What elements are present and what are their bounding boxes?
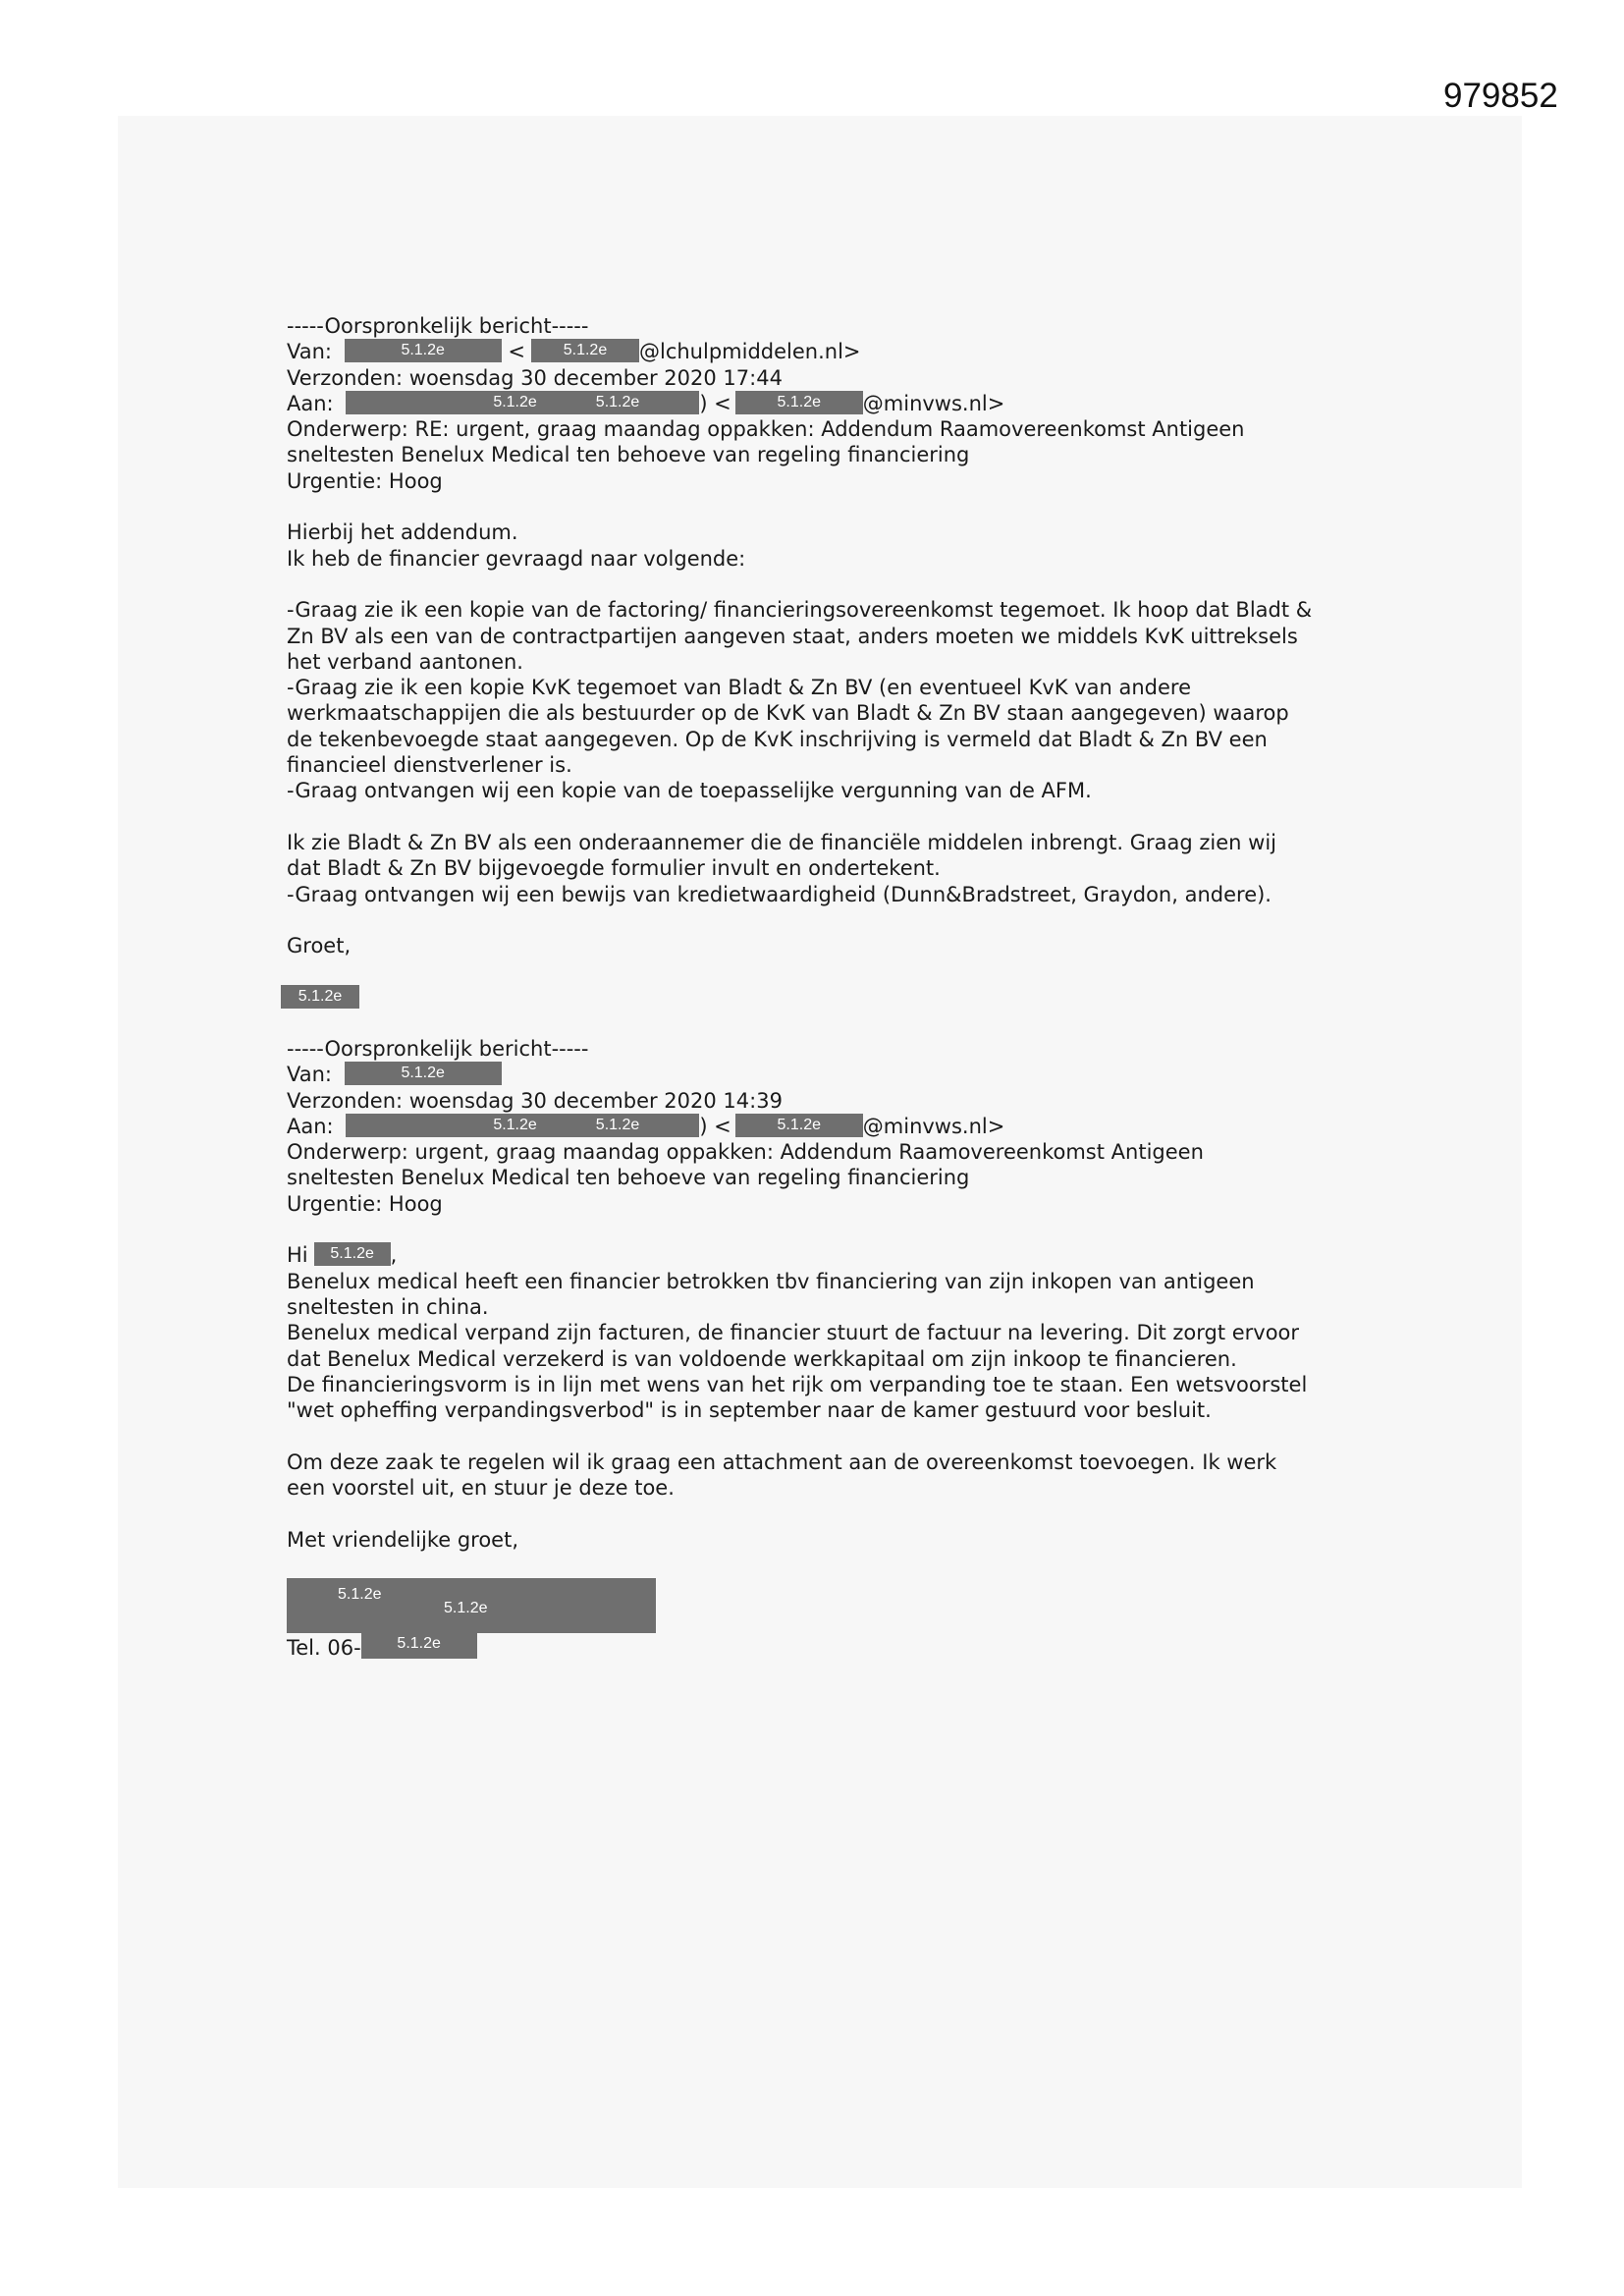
phone-label: Tel. 06-: [287, 1636, 361, 1661]
message-separator: -----Oorspronkelijk bericht-----: [287, 1037, 589, 1061]
body-line: Ik zie Bladt & Zn BV als een onderaannemer die de financiële middelen inbrengt. Graag zien wij: [287, 830, 1276, 854]
greeting: Hi: [287, 1243, 308, 1268]
body-line: Ik heb de financier gevraagd naar volgende:: [287, 546, 746, 571]
phone-line: [287, 1635, 1377, 1661]
redaction-code: 5.1.2e: [444, 1600, 488, 1617]
body-line: Hierbij het addendum.: [287, 520, 518, 545]
urgency-line: Urgentie: Hoog: [287, 1191, 443, 1216]
redaction-box: 5.1.2e: [361, 1629, 477, 1659]
body-line: Om deze zaak te regelen wil ik graag een attachment aan de overeenkomst toevoegen. Ik werk: [287, 1449, 1277, 1474]
body-line: de tekenbevoegde staat aangegeven. Op de KvK inschrijving is vermeld dat Bladt & Zn BV een: [287, 727, 1268, 751]
body-line: -Graag zie ik een kopie KvK tegemoet van Bladt & Zn BV (en eventueel KvK van andere: [287, 676, 1192, 700]
body-line: [287, 1501, 1377, 1526]
body-line: dat Benelux Medical verzekerd is van voldoende werkkapitaal om zijn inkoop te financieren.: [287, 1346, 1237, 1371]
sent-line: Verzonden: woensdag 30 december 2020 17:44: [287, 365, 783, 390]
to-domain: @minvws.nl>: [862, 1114, 1005, 1138]
body-line: werkmaatschappijen die als bestuurder op de KvK van Bladt & Zn BV staan aangegeven) waarop: [287, 701, 1289, 726]
body-line: -Graag ontvangen wij een bewijs van kredietwaardigheid (Dunn&Bradstreet, Graydon, andere).: [287, 882, 1272, 906]
redaction-box: [346, 1114, 699, 1137]
angle-bracket: <: [508, 340, 525, 364]
body-line: financieel dienstverlener is.: [287, 753, 572, 778]
redaction-code: 5.1.2e: [493, 1116, 537, 1133]
body-line: sneltesten in china.: [287, 1294, 489, 1319]
body-line: -Graag ontvangen wij een kopie van de toepasselijke vergunning van de AFM.: [287, 779, 1092, 803]
redaction-box: 5.1.2e: [345, 339, 502, 362]
body-line: Zn BV als een van de contractpartijen aangeven staat, anders moeten we middels KvK uittreksels: [287, 624, 1298, 648]
document-id: 979852: [1443, 77, 1558, 115]
body-line: [287, 1423, 1377, 1449]
subject-line-cont: sneltesten Benelux Medical ten behoeve van regeling financiering: [287, 443, 970, 467]
redaction-box: 5.1.2e: [345, 1062, 502, 1085]
punctuation: ,: [390, 1243, 398, 1268]
body-line: Benelux medical verpand zijn facturen, de financier stuurt de factuur na levering. Dit zorgt ervoor: [287, 1321, 1300, 1345]
body-line: dat Bladt & Zn BV bijgevoegde formulier invult en ondertekent.: [287, 856, 941, 881]
redaction-box: 5.1.2e: [281, 985, 359, 1009]
body-line: De financieringsvorm is in lijn met wens van het rijk om verpanding toe te staan. Een wetsvoorstel: [287, 1372, 1308, 1396]
sent-line: Verzonden: woensdag 30 december 2020 14:39: [287, 1088, 783, 1113]
subject-line: Onderwerp: RE: urgent, graag maandag oppakken: Addendum Raamovereenkomst Antigeen: [287, 417, 1245, 442]
body-line: een voorstel uit, en stuur je deze toe.: [287, 1476, 675, 1501]
to-line: [287, 1114, 1377, 1139]
body-line: Groet,: [287, 934, 352, 958]
greeting-line: [287, 1242, 1377, 1268]
email-reply: [287, 313, 1377, 1011]
redaction-box: [346, 391, 699, 414]
body-line: -Graag zie ik een kopie van de factoring/ financieringsovereenkomst tegemoet. Ik hoop dat Bladt &: [287, 598, 1313, 623]
body-line: [287, 804, 1377, 830]
from-line: [287, 1062, 1377, 1087]
body-line: Benelux medical heeft een financier betrokken tbv financiering van zijn inkopen van antigeen: [287, 1269, 1255, 1293]
body-line: [287, 907, 1377, 933]
redaction-box: 5.1.2e: [735, 1114, 863, 1137]
redaction-code: 5.1.2e: [338, 1586, 382, 1604]
urgency-line: Urgentie: Hoog: [287, 468, 443, 493]
signature-line: [287, 985, 1377, 1011]
redaction-code: 5.1.2e: [493, 393, 537, 410]
redaction-code: 5.1.2e: [595, 1116, 640, 1133]
from-domain: @lchulpmiddelen.nl>: [638, 340, 861, 364]
body-2: [287, 1269, 1377, 1553]
signature-redaction: [287, 1578, 656, 1633]
redaction-box: 5.1.2e: [314, 1242, 391, 1266]
subject-line: Onderwerp: urgent, graag maandag oppakken: Addendum Raamovereenkomst Antigeen: [287, 1140, 1204, 1165]
email-original: [287, 1036, 1377, 1662]
body-1: [287, 519, 1377, 958]
redaction-code: 5.1.2e: [595, 393, 640, 410]
message-separator: -----Oorspronkelijk bericht-----: [287, 314, 589, 338]
subject-line-cont: sneltesten Benelux Medical ten behoeve van regeling financiering: [287, 1166, 970, 1190]
punctuation: ) <: [699, 1114, 731, 1138]
redaction-box: 5.1.2e: [531, 339, 639, 362]
from-line: [287, 339, 1377, 364]
body-line: [287, 572, 1377, 597]
to-domain: @minvws.nl>: [862, 391, 1005, 415]
body-line: "wet opheffing verpandingsverbod" is in september naar de kamer gestuurd voor besluit.: [287, 1398, 1212, 1423]
to-label: Aan:: [287, 391, 334, 415]
to-line: [287, 391, 1377, 416]
body-line: het verband aantonen.: [287, 649, 523, 674]
redaction-box: 5.1.2e: [735, 391, 863, 414]
from-label: Van:: [287, 340, 332, 364]
to-label: Aan:: [287, 1114, 334, 1138]
body-line: Met vriendelijke groet,: [287, 1527, 519, 1552]
punctuation: ) <: [699, 391, 731, 415]
from-label: Van:: [287, 1063, 332, 1087]
